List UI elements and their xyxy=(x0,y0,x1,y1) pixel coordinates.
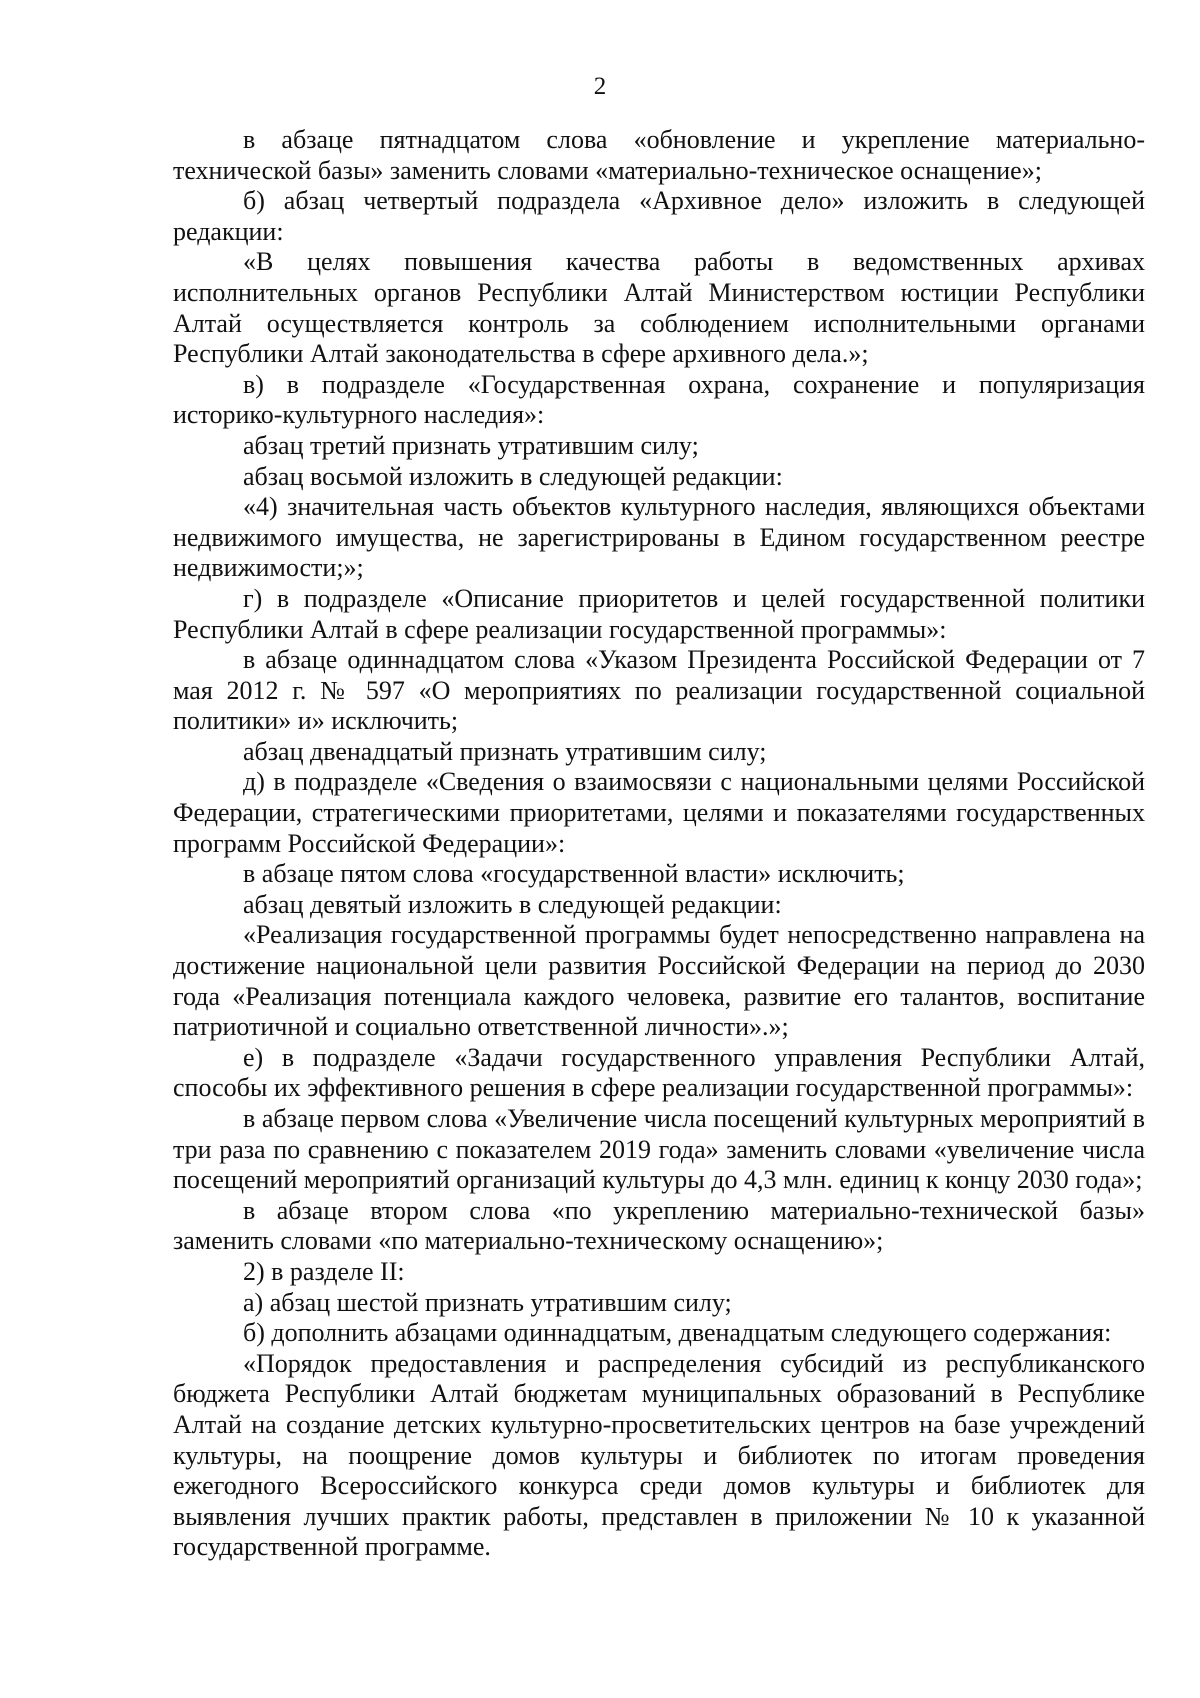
paragraph: д) в подразделе «Сведения о взаимосвязи с национальными целями Российской Федерации, стратегическими приоритетами, целями и показателями государственных программ Российской Федерации»: xyxy=(173,767,1145,858)
paragraph: «Порядок предоставления и распределения субсидий из республиканского бюджета Республики Алтай бюджетам муниципальных образований в Республике Алтай на создание детских культурно-просветительских центров на базе учреждений культуры, на поощрение домов культуры и библиотек по итогам проведения ежегодного Всероссийского конкурса среди домов культуры и библиотек для выявления лучших практик работы, представлен в приложении № 10 к указанной государственной программе. xyxy=(173,1348,1145,1562)
paragraph: в абзаце одиннадцатом слова «Указом Президента Российской Федерации от 7 мая 2012 г. № 597 «О мероприятиях по реализации государственной социальной политики» и» исключить; xyxy=(173,645,1145,736)
paragraph: абзац двенадцатый признать утратившим силу; xyxy=(243,736,767,766)
paragraph: б) абзац четвертый подраздела «Архивное дело» изложить в следующей редакции: xyxy=(173,186,1145,246)
paragraph: в) в подразделе «Государственная охрана, сохранение и популяризация историко-культурного наследия»: xyxy=(173,369,1145,430)
paragraph: е) в подразделе «Задачи государственного управления Республики Алтай, способы их эффективного решения в сфере реализации государственной программы»: xyxy=(173,1042,1145,1103)
paragraph: абзац девятый изложить в следующей редакции: xyxy=(243,889,782,919)
paragraph: г) в подразделе «Описание приоритетов и целей государственной политики Республики Алтай в сфере реализации государственной программы»: xyxy=(173,583,1145,644)
paragraph: «4) значительная часть объектов культурного наследия, являющихся объектами недвижимого имущества, не зарегистрированы в Едином государственном реестре недвижимости;»; xyxy=(173,492,1145,583)
paragraph: в абзаце пятом слова «государственной власти» исключить; xyxy=(243,859,905,889)
paragraph: 2) в разделе II: xyxy=(243,1256,405,1286)
paragraph: «В целях повышения качества работы в ведомственных архивах исполнительных органов Республики Алтай Министерством юстиции Республики Алтай осуществляется контроль за соблюдением исполнительными органами Республики Алтай законодательства в сфере архивного дела.»; xyxy=(173,247,1145,369)
paragraph: абзац восьмой изложить в следующей редакции: xyxy=(243,461,783,491)
paragraph: а) абзац шестой признать утратившим силу; xyxy=(243,1287,732,1317)
paragraph: в абзаце первом слова «Увеличение числа посещений культурных мероприятий в три раза по сравнению с показателем 2019 года» заменить словами «увеличение числа посещений мероприятий организаций культуры до 4,3 млн. единиц к концу 2030 года»; xyxy=(173,1104,1145,1195)
paragraph: в абзаце пятнадцатом слова «обновление и укрепление материально-технической базы» заменить словами «материально-техническое оснащение»; xyxy=(173,125,1145,185)
page-number: 2 xyxy=(593,73,607,100)
document-body xyxy=(173,125,1145,1563)
paragraph: в абзаце втором слова «по укреплению материально-технической базы» заменить словами «по материально-техническому оснащению»; xyxy=(173,1195,1145,1256)
paragraph: б) дополнить абзацами одиннадцатым, двенадцатым следующего содержания: xyxy=(243,1318,1112,1348)
paragraph: «Реализация государственной программы будет непосредственно направлена на достижение национальной цели развития Российской Федерации на период до 2030 года «Реализация потенциала каждого человека, развитие его талантов, воспитание патриотичной и социально ответственной личности».»; xyxy=(173,920,1145,1042)
paragraph: абзац третий признать утратившим силу; xyxy=(243,430,699,460)
